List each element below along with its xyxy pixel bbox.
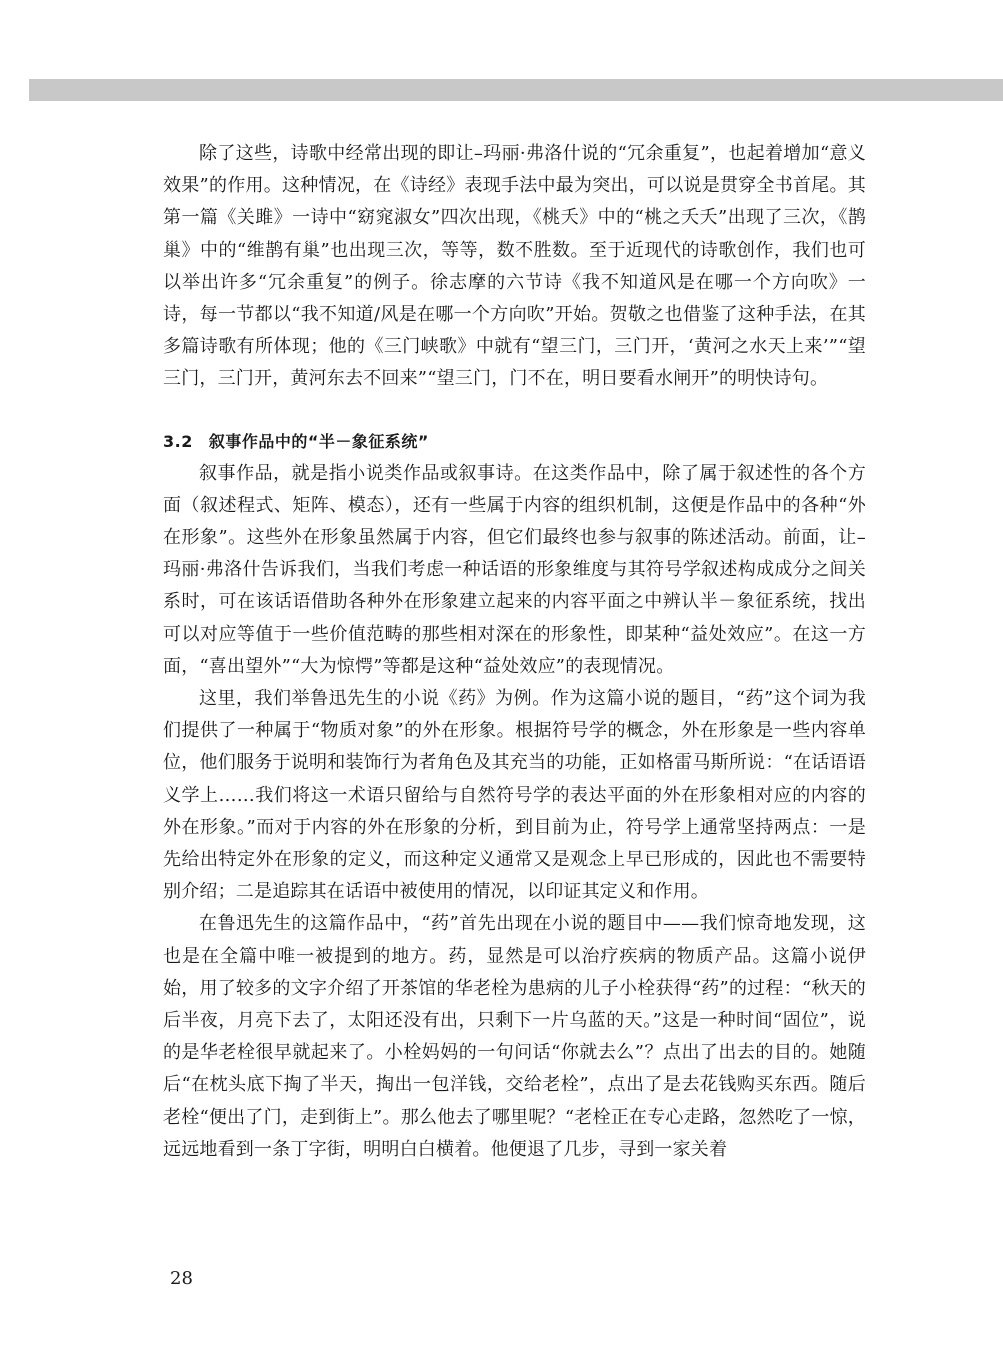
paragraph-medicine-example: 这里，我们举鲁迅先生的小说《药》为例。作为这篇小说的题目，“药”这个词为我们提供了一种属于“物质对象”的外在形象。根据符号学的概念，外在形象是一些内容单位，他们服务于说明和装饰行为者角色及其充当的功能，正如格雷马斯所说：“在话语语义学上……我们将这一术语只留给与自然符号学的表达平面的外在形象相对应的内容的外在形象。”而对于内容的外在形象的分析，到目前为止，符号学上通常坚持两点：一是先给出特定外在形象的定义，而这种定义通常又是观念上早已形成的，因此也不需要特别介绍；二是追踪其在话语中被使用的情况，以印证其定义和作用。 [163, 688, 866, 903]
page-number: 28 [170, 1268, 193, 1289]
paragraph-narrative-works: 叙事作品，就是指小说类作品或叙事诗。在这类作品中，除了属于叙述性的各个方面（叙述程式、矩阵、模态），还有一些属于内容的组织机制，这便是作品中的各种“外在形象”。这些外在形象虽然属于内容，但它们最终也参与叙事的陈述活动。前面，让–玛丽·弗洛什告诉我们，当我们考虑一种话语的形象维度与其符号学叙述构成成分之间关系时，可在该话语借助各种外在形象建立起来的内容平面之中辨认半－象征系统，找出可以对应等值于一些价值范畴的那些相对深在的形象性，即某种“益处效应”。在这一方面，“喜出望外”“大为惊愕”等都是这种“益处效应”的表现情况。 [163, 462, 866, 677]
section-heading [163, 426, 866, 458]
header-bar [29, 79, 1003, 101]
section-number: 3.2 [163, 431, 193, 451]
section-title: 叙事作品中的“半－象征系统” [208, 431, 429, 451]
paragraph-medicine-analysis: 在鲁迅先生的这篇作品中，“药”首先出现在小说的题目中——我们惊奇地发现，这也是在全篇中唯一被提到的地方。药，显然是可以治疗疾病的物质产品。这篇小说伊始，用了较多的文字介绍了开茶馆的华老栓为患病的儿子小栓获得“药”的过程：“秋天的后半夜，月亮下去了，太阳还没有出，只剩下一片乌蓝的天。”这是一种时间“固位”，说的是华老栓很早就起来了。小栓妈妈的一句问话“你就去么”？点出了出去的目的。她随后“在枕头底下掏了半天，掏出一包洋钱，交给老栓”，点出了是去花钱购买东西。随后老栓“便出了门，走到街上”。那么他去了哪里呢？“老栓正在专心走路，忽然吃了一惊，远远地看到一条丁字街，明明白白横着。他便退了几步，寻到一家关着 [163, 913, 866, 1160]
paragraph-redundant-repetition: 除了这些，诗歌中经常出现的即让–玛丽·弗洛什说的“冗余重复”，也起着增加“意义效果”的作用。这种情况，在《诗经》表现手法中最为突出，可以说是贯穿全书首尾。其第一篇《关雎》一诗中“窈窕淑女”四次出现，《桃夭》中的“桃之夭夭”出现了三次，《鹊巢》中的“维鹊有巢”也出现三次，等等，数不胜数。至于近现代的诗歌创作，我们也可以举出许多“冗余重复”的例子。徐志摩的六节诗《我不知道风是在哪一个方向吹》一诗，每一节都以“我不知道/风是在哪一个方向吹”开始。贺敬之也借鉴了这种手法，在其多篇诗歌有所体现；他的《三门峡歌》中就有“望三门，三门开，‘黄河之水天上来’”“望三门，三门开，黄河东去不回来”“望三门，门不在，明日要看水闸开”的明快诗句。 [163, 143, 866, 390]
page-content [163, 138, 866, 1166]
